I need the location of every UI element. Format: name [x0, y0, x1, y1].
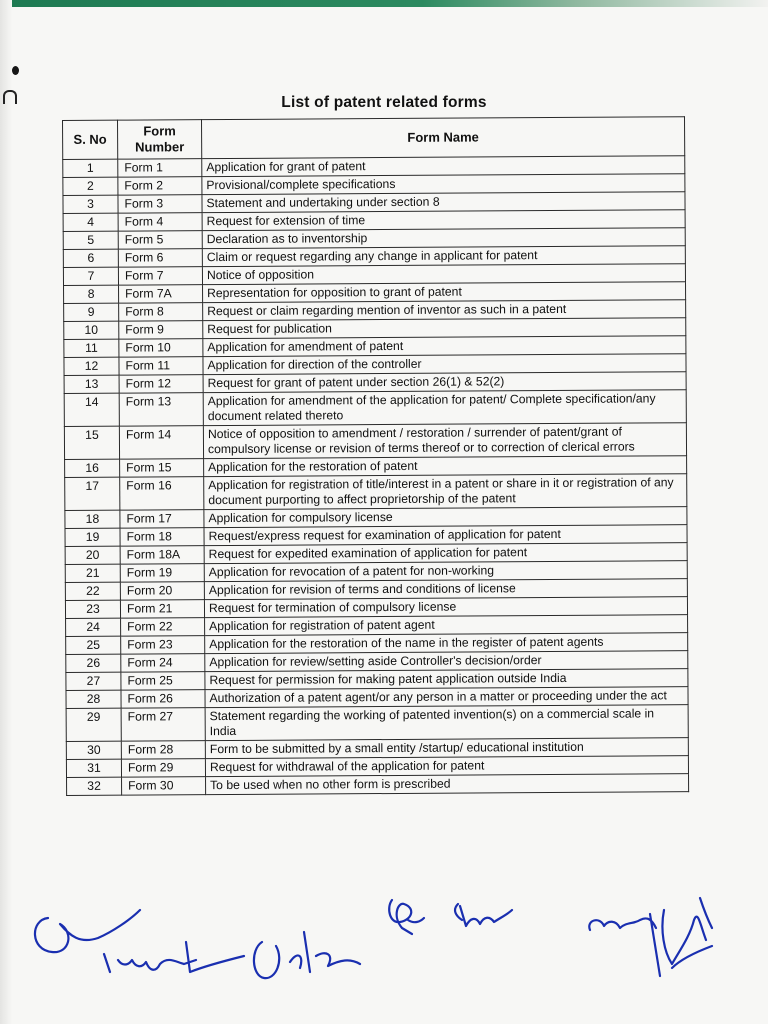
row-serial-number: 13: [64, 375, 119, 393]
row-form-name: Request for expedited examination of application for patent: [204, 543, 687, 564]
row-form-name: Notice of opposition: [202, 264, 685, 285]
form-name-column-header: Form Name: [202, 117, 685, 159]
signature-4: [389, 900, 424, 934]
row-form-number: Form 5: [118, 231, 202, 250]
row-form-number: Form 4: [118, 213, 202, 232]
row-serial-number: 31: [66, 759, 121, 777]
patent-forms-table: [62, 116, 689, 796]
row-form-number: Form 13: [119, 393, 203, 427]
row-form-name: Representation for opposition to grant of patent: [203, 282, 686, 303]
row-serial-number: 29: [66, 708, 121, 741]
row-form-name: Notice of opposition to amendment / restoration / surrender of patent/grant of compulsory license or revision of terms thereof or to correction of clerical errors: [203, 423, 686, 459]
row-form-number: Form 6: [118, 249, 202, 268]
row-form-number: Form 11: [119, 357, 203, 376]
row-form-name: Application for the restoration of the name in the register of patent agents: [205, 633, 688, 654]
row-serial-number: 26: [66, 654, 121, 672]
row-serial-number: 4: [63, 213, 118, 231]
row-form-name: Request for withdrawal of the application for patent: [205, 756, 688, 777]
row-serial-number: 5: [63, 231, 118, 249]
signature-6: [589, 898, 712, 976]
row-serial-number: 15: [64, 426, 119, 459]
row-form-name: Application for grant of patent: [202, 156, 685, 177]
row-form-number: Form 18A: [120, 546, 204, 565]
row-form-name: Statement and undertaking under section 8: [202, 192, 685, 213]
row-serial-number: 18: [65, 510, 120, 528]
row-form-number: Form 3: [118, 195, 202, 214]
row-form-number: Form 7A: [119, 285, 203, 304]
table-header-row: [63, 117, 685, 160]
row-form-name: Application for revision of terms and conditions of license: [204, 579, 687, 600]
table-row: [64, 423, 686, 460]
form-number-column-header: Form Number: [118, 120, 202, 160]
page-left-edge: [0, 0, 12, 1024]
row-form-name: Application for revocation of a patent for non-working: [204, 561, 687, 582]
row-serial-number: 6: [63, 249, 118, 267]
row-form-name: Request for extension of time: [202, 210, 685, 231]
row-form-name: Application for direction of the controller: [203, 354, 686, 375]
row-form-name: Authorization of a patent agent/or any person in a matter or proceeding under the act: [205, 687, 688, 708]
row-form-number: Form 25: [121, 672, 205, 691]
row-form-number: Form 14: [119, 426, 203, 460]
row-serial-number: 2: [63, 177, 118, 195]
row-serial-number: 3: [63, 195, 118, 213]
row-serial-number: 16: [65, 459, 120, 477]
row-serial-number: 32: [67, 777, 122, 795]
signature-1: [35, 910, 140, 952]
row-form-number: Form 12: [119, 375, 203, 394]
table-row: [64, 390, 686, 427]
table-body: [63, 156, 689, 796]
row-form-name: Application for the restoration of patent: [204, 456, 687, 477]
row-serial-number: 17: [65, 477, 120, 510]
table-row: [67, 774, 689, 796]
row-form-number: Form 22: [121, 618, 205, 637]
row-serial-number: 12: [64, 357, 119, 375]
row-form-number: Form 18: [120, 528, 204, 547]
row-form-number: Form 7: [118, 267, 202, 286]
row-form-number: Form 21: [120, 600, 204, 619]
row-serial-number: 25: [66, 636, 121, 654]
row-serial-number: 19: [65, 528, 120, 546]
row-serial-number: 14: [64, 393, 119, 426]
row-serial-number: 8: [64, 285, 119, 303]
row-form-number: Form 10: [119, 339, 203, 358]
row-serial-number: 21: [65, 564, 120, 582]
row-serial-number: 1: [63, 159, 118, 177]
row-form-number: Form 1: [118, 159, 202, 178]
row-serial-number: 20: [65, 546, 120, 564]
row-form-number: Form 28: [121, 741, 205, 760]
row-serial-number: 28: [66, 690, 121, 708]
row-form-name: Declaration as to inventorship: [202, 228, 685, 249]
row-form-number: Form 23: [121, 636, 205, 655]
row-serial-number: 30: [66, 741, 121, 759]
row-serial-number: 10: [64, 321, 119, 339]
signature-2: [104, 942, 244, 972]
signature-3: [254, 932, 360, 978]
row-form-name: Application for registration of patent agent: [205, 615, 688, 636]
binder-punch-hole: [12, 66, 19, 75]
row-form-name: Provisional/complete specifications: [202, 174, 685, 195]
document-title: List of patent related forms: [281, 94, 487, 111]
row-form-name: Application for review/setting aside Controller's decision/order: [205, 651, 688, 672]
row-form-name: Request for termination of compulsory license: [204, 597, 687, 618]
signature-5: [455, 904, 512, 926]
row-form-number: Form 27: [121, 708, 205, 742]
row-form-name: Claim or request regarding any change in applicant for patent: [202, 246, 685, 267]
row-form-name: Request for publication: [203, 318, 686, 339]
row-form-number: Form 20: [120, 582, 204, 601]
row-serial-number: 24: [66, 618, 121, 636]
signatures-area: [0, 880, 768, 1024]
row-form-name: Statement regarding the working of patented invention(s) on a commercial scale in India: [205, 705, 688, 741]
row-form-name: Request/express request for examination of application for patent: [204, 525, 687, 546]
row-form-number: Form 30: [122, 777, 206, 796]
row-form-name: Application for compulsory license: [204, 507, 687, 528]
row-form-number: Form 9: [119, 321, 203, 340]
row-form-number: Form 26: [121, 690, 205, 709]
top-color-strip: [0, 0, 768, 7]
row-serial-number: 11: [64, 339, 119, 357]
row-form-number: Form 24: [121, 654, 205, 673]
row-serial-number: 22: [65, 582, 120, 600]
row-form-name: Form to be submitted by a small entity /startup/ educational institution: [205, 738, 688, 759]
table-row: [65, 474, 687, 511]
row-form-number: Form 29: [121, 759, 205, 778]
row-form-name: Request for grant of patent under section 26(1) & 52(2): [203, 372, 686, 393]
row-form-name: Application for amendment of patent: [203, 336, 686, 357]
row-form-name: Application for amendment of the application for patent/ Complete specification/any document related thereto: [203, 390, 686, 426]
row-form-number: Form 15: [120, 459, 204, 478]
row-form-number: Form 17: [120, 510, 204, 529]
row-form-name: Request for permission for making patent application outside India: [205, 669, 688, 690]
sno-column-header: S. No: [63, 120, 118, 159]
row-serial-number: 7: [63, 267, 118, 285]
row-form-number: Form 19: [120, 564, 204, 583]
row-form-name: Request or claim regarding mention of inventor as such in a patent: [203, 300, 686, 321]
row-serial-number: 9: [64, 303, 119, 321]
table-row: [66, 705, 688, 742]
row-serial-number: 27: [66, 672, 121, 690]
row-serial-number: 23: [65, 600, 120, 618]
row-form-name: To be used when no other form is prescribed: [206, 774, 689, 795]
row-form-name: Application for registration of title/interest in a patent or share in it or registration of any document purporting to affect proprietorship of the patent: [204, 474, 687, 510]
row-form-number: Form 8: [119, 303, 203, 322]
row-form-number: Form 16: [120, 477, 204, 511]
row-form-number: Form 2: [118, 177, 202, 196]
